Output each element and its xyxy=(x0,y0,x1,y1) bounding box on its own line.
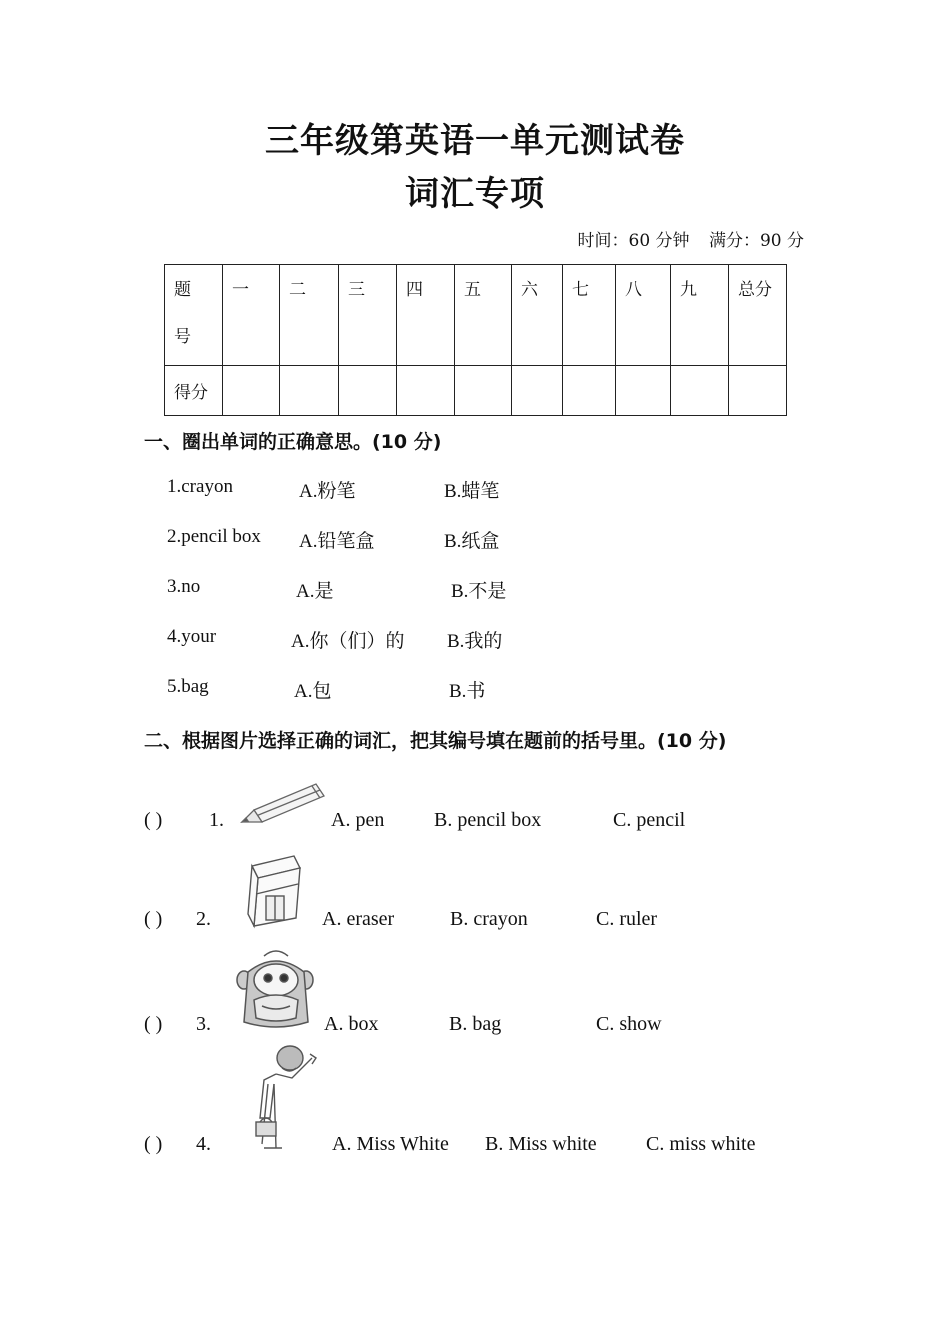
s2-option-b[interactable]: B. Miss white xyxy=(485,1133,597,1155)
s1-option-a[interactable]: A.你（们）的 xyxy=(291,631,405,652)
s2-option-b[interactable]: B. crayon xyxy=(450,908,528,930)
page-title: 三年级第英语一单元测试卷 xyxy=(265,121,685,161)
column-header: 三 xyxy=(339,265,397,366)
answer-parentheses[interactable]: ( ) xyxy=(144,1133,163,1155)
score-cell[interactable] xyxy=(729,366,787,416)
score-cell[interactable] xyxy=(512,366,563,416)
score-table-score-row xyxy=(165,366,787,416)
eraser-icon xyxy=(244,850,306,928)
column-header: 八 xyxy=(616,265,671,366)
s1-option-a[interactable]: A.粉笔 xyxy=(299,481,356,502)
s1-option-b[interactable]: B.书 xyxy=(449,681,486,702)
backpack-icon xyxy=(236,946,316,1032)
label-line-2: 号 xyxy=(174,327,191,347)
s2-option-a[interactable]: A. box xyxy=(324,1013,379,1035)
question-number: 4. xyxy=(196,1133,211,1155)
score-table-header-row xyxy=(165,265,787,366)
exam-full-score: 满分：90 分 xyxy=(708,231,804,251)
s2-option-a[interactable]: A. pen xyxy=(331,809,385,831)
s1-option-b[interactable]: B.蜡笔 xyxy=(444,481,500,502)
s1-option-a[interactable]: A.包 xyxy=(294,681,332,702)
score-cell[interactable] xyxy=(397,366,455,416)
column-header: 五 xyxy=(455,265,512,366)
s1-word: 4.your xyxy=(167,626,217,647)
s1-option-b[interactable]: B.我的 xyxy=(447,631,503,652)
s2-option-b[interactable]: B. pencil box xyxy=(434,809,542,831)
teacher-icon xyxy=(246,1044,318,1154)
column-header: 九 xyxy=(671,265,729,366)
s1-option-b[interactable]: B.纸盒 xyxy=(444,531,500,552)
s1-option-a[interactable]: A.铅笔盒 xyxy=(299,531,375,552)
score-cell[interactable] xyxy=(280,366,339,416)
answer-parentheses[interactable]: ( ) xyxy=(144,1013,163,1035)
score-cell[interactable] xyxy=(563,366,616,416)
s1-word: 5.bag xyxy=(167,676,209,697)
score-cell[interactable] xyxy=(339,366,397,416)
section-2-heading: 二、根据图片选择正确的词汇，把其编号填在题前的括号里。(10 分) xyxy=(144,730,727,752)
answer-parentheses[interactable]: ( ) xyxy=(144,809,163,831)
column-header: 六 xyxy=(512,265,563,366)
exam-time: 时间：60 分钟 xyxy=(577,231,690,251)
s1-option-b[interactable]: B.不是 xyxy=(451,581,507,602)
s1-word: 2.pencil box xyxy=(167,526,261,547)
question-number: 1. xyxy=(209,809,224,831)
section-1-heading: 一、圈出单词的正确意思。(10 分) xyxy=(144,431,442,453)
pencil-icon xyxy=(238,778,328,826)
s2-option-a[interactable]: A. Miss White xyxy=(332,1133,449,1155)
column-header: 七 xyxy=(563,265,616,366)
column-header: 四 xyxy=(397,265,455,366)
s2-option-c[interactable]: C. miss white xyxy=(646,1133,756,1155)
s2-option-c[interactable]: C. show xyxy=(596,1013,662,1035)
column-header: 总分 xyxy=(729,265,787,366)
s2-option-c[interactable]: C. ruler xyxy=(596,908,658,930)
s1-word: 3.no xyxy=(167,576,201,597)
question-number: 3. xyxy=(196,1013,211,1035)
s1-word: 1.crayon xyxy=(167,476,233,497)
s2-option-c[interactable]: C. pencil xyxy=(613,809,686,831)
page-subtitle: 词汇专项 xyxy=(405,174,545,214)
score-cell[interactable] xyxy=(455,366,512,416)
score-cell[interactable] xyxy=(223,366,280,416)
label-line-1: 题 xyxy=(174,280,191,300)
score-table xyxy=(164,264,787,416)
column-header: 二 xyxy=(280,265,339,366)
s2-option-b[interactable]: B. bag xyxy=(449,1013,502,1035)
score-cell[interactable] xyxy=(671,366,729,416)
s2-option-a[interactable]: A. eraser xyxy=(322,908,395,930)
answer-parentheses[interactable]: ( ) xyxy=(144,908,163,930)
s1-option-a[interactable]: A.是 xyxy=(296,581,334,602)
exam-meta xyxy=(564,226,805,251)
score-row-label: 得分 xyxy=(165,366,223,416)
score-table-label-cell xyxy=(165,265,223,366)
question-number: 2. xyxy=(196,908,211,930)
score-cell[interactable] xyxy=(616,366,671,416)
column-header: 一 xyxy=(223,265,280,366)
